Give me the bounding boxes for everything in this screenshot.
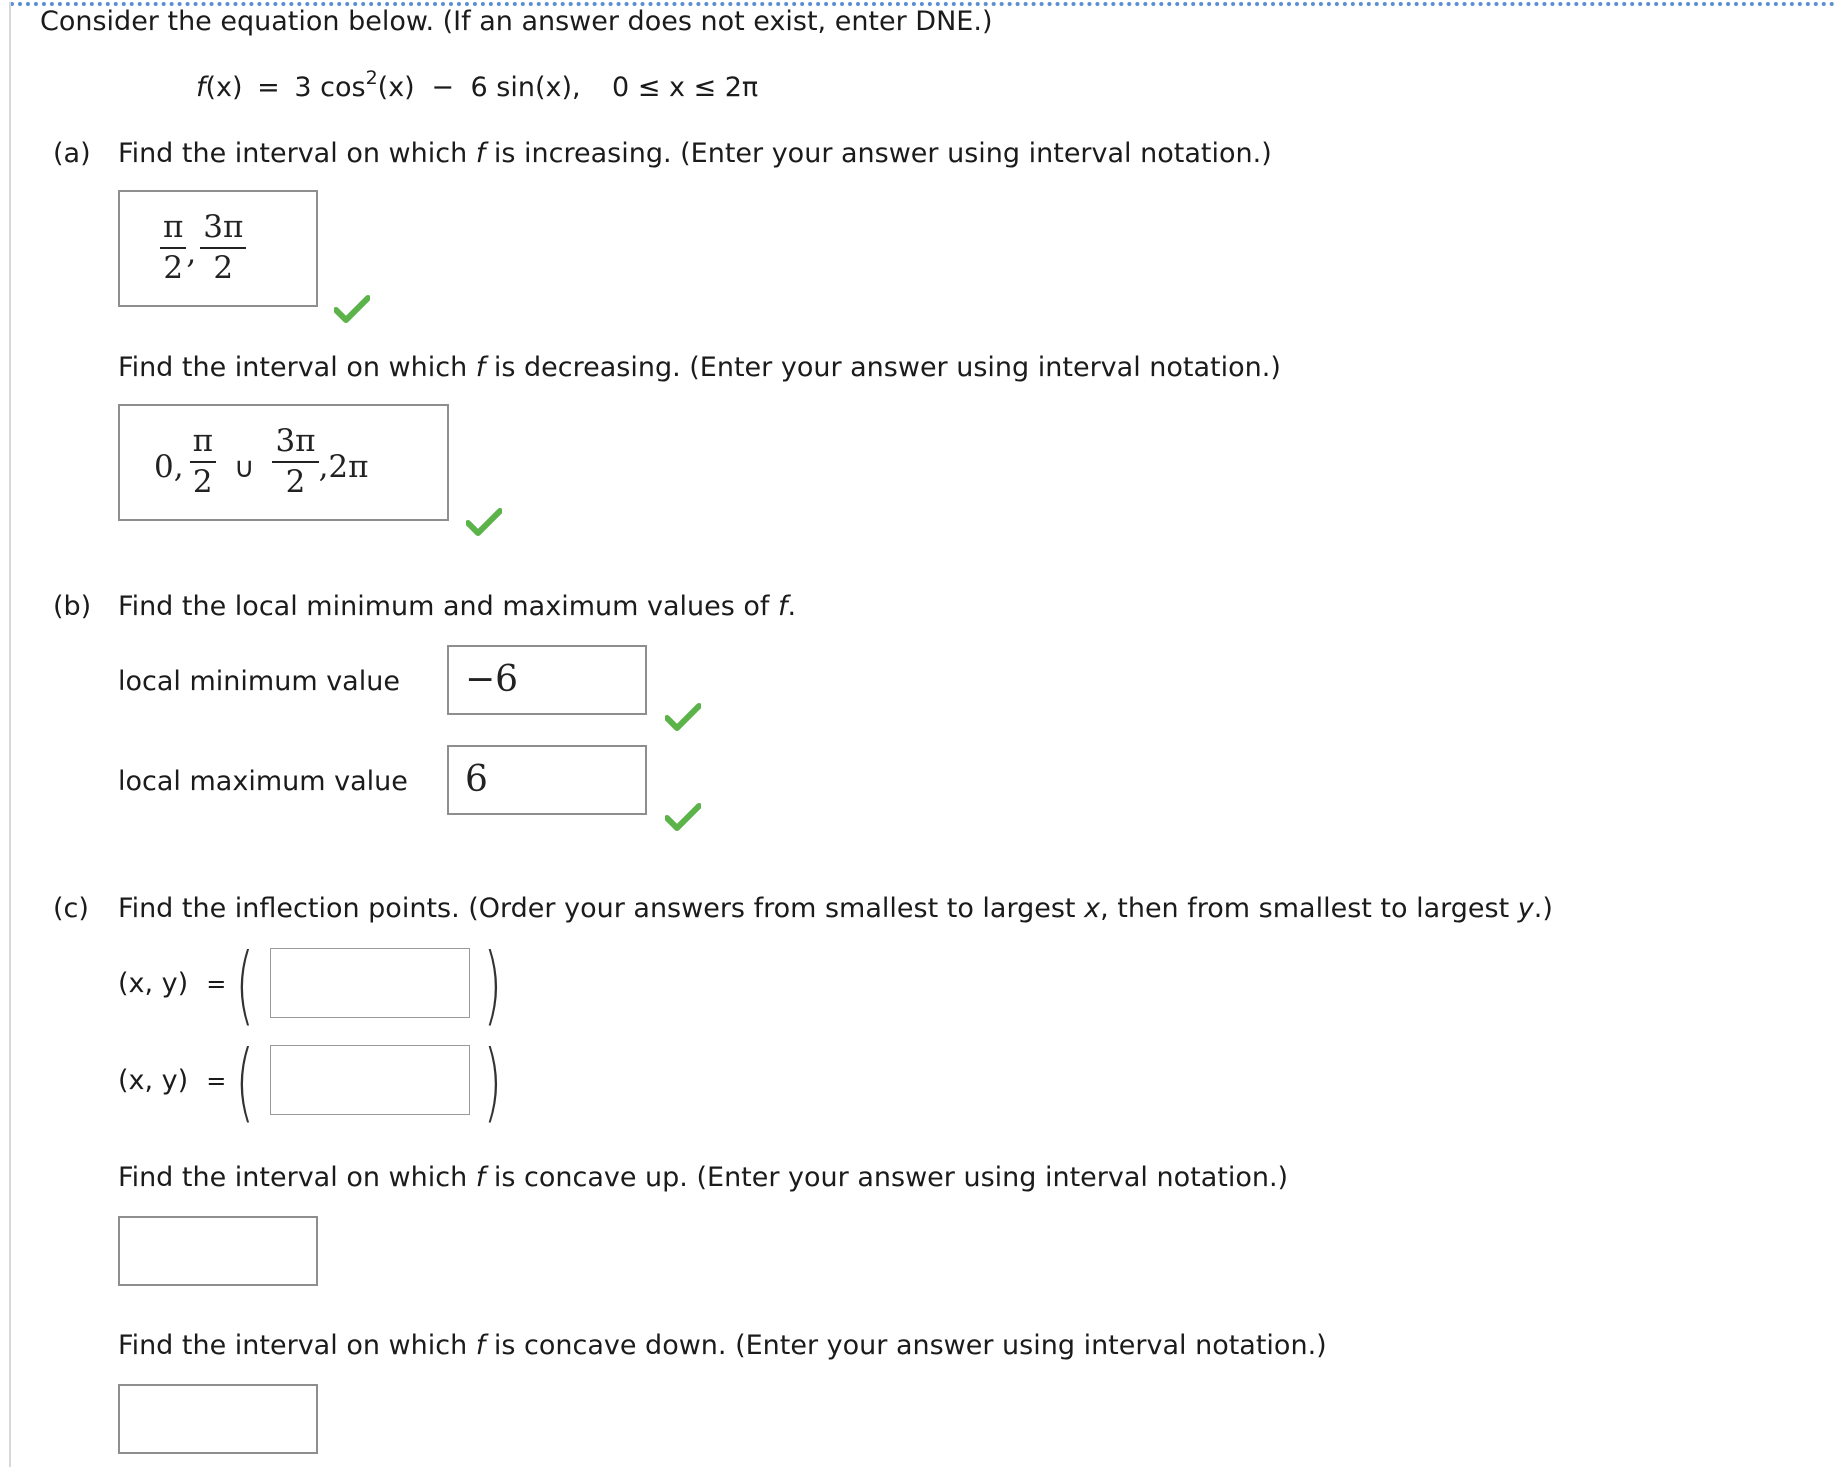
local-extrema-prompt: Find the local minimum and maximum values of f.	[118, 591, 797, 622]
inflection-point-1-field[interactable]	[270, 948, 470, 1018]
inflection-point-1-close-paren: )	[483, 935, 503, 1035]
concave-down-field[interactable]	[118, 1384, 318, 1454]
inflection-point-1-open-paren: (	[235, 935, 255, 1035]
inflection-point-2-label: (x, y) =	[118, 1065, 227, 1096]
part-b-label: (b)	[53, 591, 92, 622]
local-max-field[interactable]	[447, 745, 647, 815]
inflection-prompt: Find the inflection points. (Order your answers from smallest to largest x, then from smallest to largest y.)	[118, 893, 1553, 924]
local-min-value: −6	[465, 659, 519, 700]
local-min-correct-check-icon	[665, 703, 701, 731]
local-max-correct-check-icon	[665, 803, 701, 831]
inflection-point-2-close-paren: )	[483, 1032, 503, 1132]
inflection-point-1-label: (x, y) =	[118, 968, 227, 999]
local-max-label: local maximum value	[118, 766, 408, 797]
increasing-correct-check-icon	[334, 295, 370, 323]
concave-down-prompt: Find the interval on which f is concave down. (Enter your answer using interval notation.)	[118, 1330, 1327, 1361]
inflection-point-2-open-paren: (	[235, 1032, 255, 1132]
frame-left-border	[9, 2, 11, 1467]
increasing-answer-field[interactable]	[118, 190, 318, 307]
increasing-answer-value: $\frac{\pi}{2}$ , $\frac{3\pi}{2}$	[160, 212, 246, 284]
local-max-value: 6	[465, 759, 488, 800]
concave-up-field[interactable]	[118, 1216, 318, 1286]
part-c-label: (c)	[53, 893, 89, 924]
equation-domain: 0 ≤ x ≤ 2π	[612, 72, 759, 103]
increasing-prompt: Find the interval on which f is increasing. (Enter your answer using interval notation.)	[118, 138, 1272, 169]
intro-text: Consider the equation below. (If an answer does not exist, enter DNE.)	[40, 6, 993, 37]
local-min-field[interactable]	[447, 645, 647, 715]
decreasing-correct-check-icon	[466, 508, 502, 536]
local-min-label: local minimum value	[118, 666, 400, 697]
part-a-label: (a)	[53, 138, 91, 169]
concave-up-prompt: Find the interval on which f is concave up. (Enter your answer using interval notation.)	[118, 1162, 1289, 1193]
inflection-point-2-field[interactable]	[270, 1045, 470, 1115]
decreasing-answer-field[interactable]	[118, 404, 449, 521]
decreasing-prompt: Find the interval on which f is decreasing. (Enter your answer using interval notation.)	[118, 352, 1281, 383]
equation: f(x) = 3 $\cos^2(x) - 6$ sin(x),	[196, 67, 581, 103]
decreasing-answer-value: 0, $\frac{\pi}{2}$ ∪ $\frac{3\pi}{2}$ ,2π	[154, 423, 369, 500]
